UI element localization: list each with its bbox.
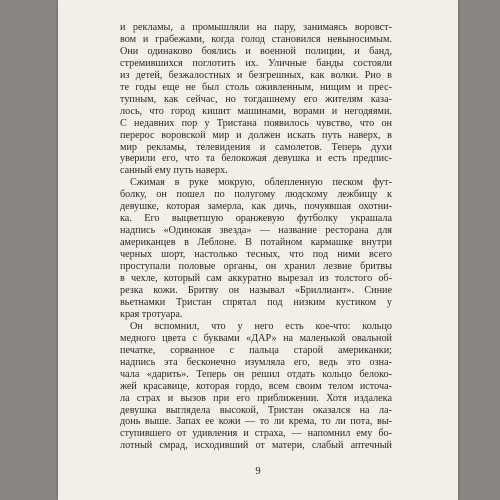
book-page (58, 0, 458, 500)
text-line: черных шорт, настолько тесных, что под ними всего (120, 249, 392, 261)
text-line: края тротуара. (120, 308, 183, 320)
text-line: надпись «Одинокая звезда» — название ресторана для (120, 225, 392, 237)
text-line: уверили его, что та белокожая девушка и есть предпис- (120, 153, 392, 165)
page-number: 9 (255, 466, 261, 477)
text-line: резка кожи. Бритву он называл «Бриллиант». Синие (120, 284, 392, 296)
text-line: перерос воровской мир и должен искать путь наверх, в (120, 129, 392, 141)
text-line: девушке, которая замерла, как дичь, почуявшая охотни- (120, 201, 392, 213)
text-line: печатке, сорванное с пальца старой американки; (120, 344, 392, 356)
text-line: вьетнамки Тристан спрятал под низким кустиком у (120, 296, 392, 308)
text-line: жей красавице, которая гордо, всем своим телом источа- (120, 380, 392, 392)
text-line: медного цвета с буквами «ДАР» на маленькой овальной (120, 332, 392, 344)
text-line: Сжимая в руке мокрую, облепленную песком фут- (130, 177, 392, 189)
text-line: вом и грабежами, когда голод становился невыносимым. (120, 33, 392, 45)
text-line: Они одинаково боялись и военной полиции, и банд, (120, 45, 392, 57)
text-line: санный ему путь наверх. (120, 165, 228, 177)
text-line: те годы еще не был столь оживленным, нищим и прес- (120, 81, 392, 93)
text-line: Он вспомнил, что у него есть кое-что: кольцо (130, 320, 392, 332)
text-line: американцев в Леблоне. В потайном кармашке внутри (120, 237, 392, 249)
text-line: чала «дарить». Теперь он решил отдать кольцо белоко- (120, 368, 392, 380)
text-line: из детей, безжалостных и безгрешных, как волки. Рио в (120, 69, 392, 81)
text-line: и рекламы, а промышляли на пару, занимаясь воровст- (120, 22, 392, 33)
text-line: ка. Его выцветшую оранжевую футболку украшала (120, 213, 392, 225)
text-line: ступившего от удивления и страха, — напомнил ему бо- (120, 428, 392, 440)
text-line: надпись эта бесконечно изумляла его, ведь это озна- (120, 356, 392, 368)
text-line: болку, он пошел по полугому людскому лежбищу к (120, 189, 392, 201)
text-line: ла страх и вызов при его приближении. Хотя издалека (120, 392, 392, 404)
text-line: лось, что город кишит машинами, ворами и негодяями. (120, 105, 392, 117)
text-line: донь выше. Запах ее кожи — то ли крема, то ли пота, вы- (120, 416, 392, 428)
text-line: тупным, как сейчас, но тогдашнему его жителям каза- (120, 93, 392, 105)
text-line: проступали половые органы, он хранил лезвие бритвы (120, 261, 392, 273)
text-line: С недавних пор у Тристана появилось чувство, что он (120, 117, 392, 129)
text-line: лотный смрад, исходивший от матери, слабый аптечный (120, 440, 392, 452)
text-line: стремившихся поглотить их. Уличные банды состояли (120, 57, 392, 69)
body-text (120, 22, 392, 452)
text-line: мир рекламы, телевидения и самолетов. Теперь духи (120, 141, 392, 153)
text-line: в чехле, который сам аккуратно вырезал из толстого об- (120, 273, 392, 285)
text-line: девушка выглядела высокой, Тристан оказался на ла- (120, 404, 392, 416)
